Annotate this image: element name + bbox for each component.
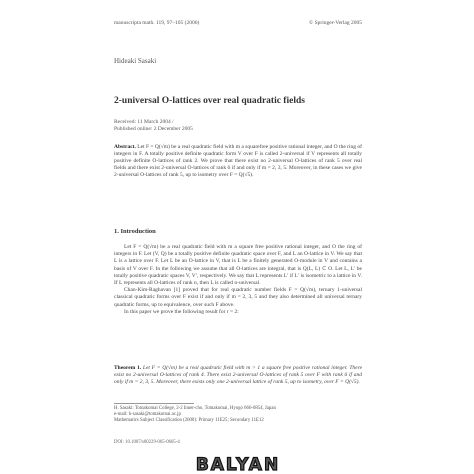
section-heading: 1. Introduction (114, 228, 156, 235)
watermark-text-graphic (178, 454, 298, 474)
theorem-text: Let F = Q(√m) be a real quadratic field with m > 1 a square free positive rational integer. There exist no 2-universal O-lattices of rank 4. There exist 2-universal O-lattices of rank 5 over F with rank 6 if and only if m = 2, 3, 5. Moreover, there exists only one 2-universal lattice of rank 5, up to isometry, over F = Q(√5). (114, 365, 363, 386)
paper-title: 2-universal O-lattices over real quadratic fields (114, 96, 305, 106)
publication-dates (114, 119, 193, 133)
author-address: H. Sasaki: Tomakomai College, 2-2 Inner-cho, Tomakomai, Hyogo 666-0854, Japan (114, 406, 276, 411)
intro-paragraph: Let F = Q(√m) be a real quadratic field with m a square free positive rational integer, and O the ring of integers in F. Let (V, Q) be a totally positive definite quadratic space over F, and L an O-lattice in V. We say that L is a lattice over F. Let L be an O-lattice in V, that is L be a finitely generated O-module in V and contains a basis of V over F. In the following we assume that all O-lattices are integral, that is Q(L, L) ⊂ O. Let L, L′ be totally positive quadratic spaces V, V′, respectively. We say that L represents L′ if L′ is isometric to a lattice in V. If L represents all O-lattices of rank n, then L is called n-universal. (114, 244, 362, 287)
intro-paragraph: In this paper we prove the following result for r = 2: (124, 308, 239, 315)
abstract-label: Abstract. (114, 144, 136, 150)
watermark-logo (175, 454, 301, 474)
abstract-text: Let F = Q(√m) be a real quadratic field with m a squarefree positive rational integer, and O the ring of integers in F. A totally positive definite quadratic form V over F is called 2-universal if V represents all totally positive definite O-lattices of rank 2. We prove that there exist no 2-universal O-lattices of rank 5 over real fields and there exist 2-universal O-lattices of rank 6 if and only if m = 2, 3, 5. Moreover, in these cases we give 2-universal O-lattices of rank 5, up to isometry over F = Q(√5). (114, 144, 362, 178)
introduction-body (114, 244, 362, 316)
theorem-label: Theorem 1. (114, 365, 142, 371)
intro-paragraph: Chan-Kim-Raghavan [1] proved that for real quadratic number fields F = Q(√m), ternary 1-universal classical quadratic forms over F exist if and only if m = 2, 3, 5 and they also determined all universal ternary quadratic forms, up to equivalence, over such F above. (114, 287, 362, 308)
theorem-1 (114, 365, 362, 387)
publisher-copyright: © Springer-Verlag 2005 (309, 20, 362, 26)
subject-classification: Mathematics Subject Classification (2000): Primary 11E25; Secondary 11E12 (114, 418, 264, 423)
journal-citation: manuscripta math. 119, 97–105 (2006) (114, 20, 200, 26)
abstract (114, 144, 362, 179)
footnote-divider (114, 403, 194, 404)
doi-line: DOI: 10.1007/s00229-005-0605-4 (114, 440, 180, 445)
running-head (114, 20, 362, 26)
author-name: Hideaki Sasaki (114, 57, 157, 65)
author-email: e-mail: h-sasaki@tomakomai.ac.jp (114, 412, 181, 417)
received-date: Received: 11 March 2004 / (114, 119, 174, 125)
footnote (114, 406, 362, 424)
published-date: Published online: 2 December 2005 (114, 126, 193, 132)
svg-text:BALYAN: BALYAN (195, 455, 281, 474)
